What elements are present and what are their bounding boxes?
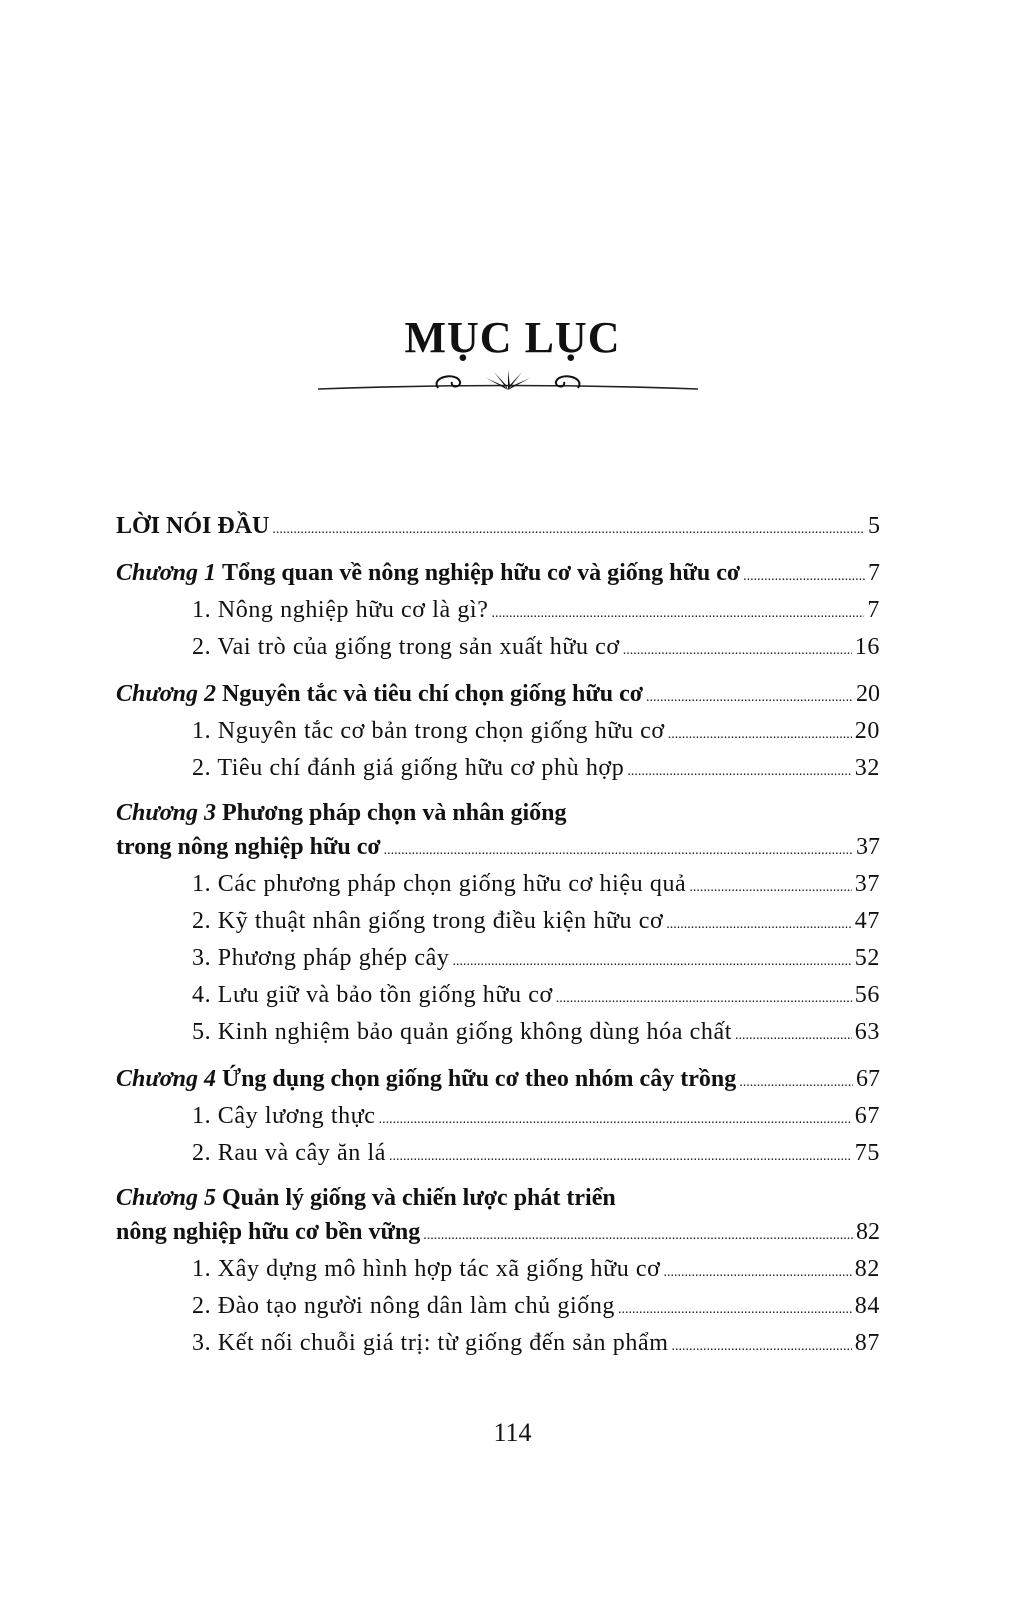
- entry-label: 3. Kết nối chuỗi giá trị: từ giống đến sản phẩm: [192, 1330, 669, 1356]
- toc-chapter-3[interactable]: [116, 797, 880, 829]
- entry-page: 52: [854, 945, 880, 971]
- entry-page: 63: [854, 1019, 880, 1045]
- dot-leader: [739, 1064, 853, 1101]
- entry-label: 5. Kinh nghiệm bảo quản giống không dùng hóa chất: [192, 1019, 732, 1045]
- chapter-title: Quản lý giống và chiến lược phát triển: [221, 1185, 616, 1211]
- entry-page: 82: [856, 1219, 880, 1245]
- entry-page: 56: [854, 982, 880, 1008]
- entry-page: 5: [868, 513, 880, 539]
- entry-page: 7: [868, 560, 880, 586]
- dot-leader: [646, 679, 853, 716]
- entry-label: 3. Phương pháp ghép cây: [192, 945, 450, 971]
- dot-leader: [423, 1217, 853, 1254]
- dot-leader: [556, 980, 852, 1017]
- entry-page: 67: [856, 1066, 880, 1092]
- dot-leader: [743, 558, 865, 595]
- entry-page: 37: [854, 871, 880, 897]
- toc-item[interactable]: [116, 1014, 880, 1051]
- chapter-title: Phương pháp chọn và nhân giống: [221, 800, 567, 826]
- chapter-prefix: Chương 4: [116, 1066, 216, 1092]
- chapter-title-line2: nông nghiệp hữu cơ bền vững: [116, 1219, 421, 1245]
- toc-item[interactable]: [116, 1135, 880, 1172]
- dot-leader: [452, 943, 851, 980]
- chapter-prefix: Chương 2: [116, 681, 216, 707]
- toc-item[interactable]: [116, 977, 880, 1014]
- toc-chapter-3-continued[interactable]: [116, 829, 880, 866]
- dot-leader: [491, 595, 864, 632]
- entry-page: 67: [854, 1103, 880, 1129]
- dot-leader: [735, 1017, 852, 1054]
- entry-label: 2. Rau và cây ăn lá: [192, 1140, 386, 1166]
- dot-leader: [379, 1101, 852, 1138]
- toc-item[interactable]: [116, 1251, 880, 1288]
- toc-chapter-5-continued[interactable]: [116, 1214, 880, 1251]
- entry-page: 7: [867, 597, 880, 623]
- entry-label: 1. Nông nghiệp hữu cơ là gì?: [192, 597, 489, 623]
- entry-page: 87: [854, 1330, 880, 1356]
- dot-leader: [389, 1138, 852, 1175]
- dot-leader: [627, 753, 851, 790]
- dot-leader: [623, 632, 852, 669]
- entry-page: 20: [854, 718, 880, 744]
- dot-leader: [689, 869, 851, 906]
- chapter-prefix: Chương 5: [116, 1185, 216, 1211]
- chapter-prefix: Chương 1: [116, 560, 216, 586]
- entry-label: 2. Đào tạo người nông dân làm chủ giống: [192, 1293, 616, 1319]
- entry-page: 37: [856, 834, 880, 860]
- entry-page: 16: [854, 634, 880, 660]
- dot-leader: [384, 832, 853, 869]
- chapter-title-line2: trong nông nghiệp hữu cơ: [116, 834, 381, 860]
- chapter-title: Tổng quan về nông nghiệp hữu cơ và giống hữu cơ: [221, 560, 741, 586]
- toc-chapter-2[interactable]: [116, 676, 880, 713]
- toc-item[interactable]: [116, 629, 880, 666]
- toc-item[interactable]: [116, 713, 880, 750]
- chapter-title: Ứng dụng chọn giống hữu cơ theo nhóm cây trồng: [221, 1066, 737, 1092]
- toc-item[interactable]: [116, 866, 880, 903]
- page-title: MỤC LỤC: [404, 313, 621, 362]
- entry-label: 1. Các phương pháp chọn giống hữu cơ hiệu quả: [192, 871, 687, 897]
- ornament-divider-icon: [318, 368, 698, 398]
- dot-leader: [666, 906, 852, 943]
- toc-item[interactable]: [116, 903, 880, 940]
- toc-item[interactable]: [116, 750, 880, 787]
- entry-page: 32: [854, 755, 880, 781]
- dot-leader: [668, 716, 852, 753]
- toc-item[interactable]: [116, 1288, 880, 1325]
- toc-chapter-5[interactable]: [116, 1182, 880, 1214]
- toc-item[interactable]: [116, 1325, 880, 1362]
- toc-item[interactable]: [116, 1098, 880, 1135]
- dot-leader: [618, 1291, 852, 1328]
- dot-leader: [272, 511, 865, 548]
- toc-chapter-1[interactable]: [116, 555, 880, 592]
- entry-label: 1. Nguyên tắc cơ bản trong chọn giống hữu cơ: [192, 718, 665, 744]
- dot-leader: [663, 1254, 851, 1291]
- toc-item[interactable]: [116, 940, 880, 977]
- chapter-prefix: Chương 3: [116, 800, 216, 826]
- entry-page: 47: [854, 908, 880, 934]
- table-of-contents: [116, 508, 880, 1362]
- entry-label: 2. Tiêu chí đánh giá giống hữu cơ phù hợp: [192, 755, 625, 781]
- dot-leader: [671, 1328, 851, 1365]
- toc-chapter-4[interactable]: [116, 1061, 880, 1098]
- entry-label: 4. Lưu giữ và bảo tồn giống hữu cơ: [192, 982, 553, 1008]
- entry-page: 82: [854, 1256, 880, 1282]
- entry-label: 1. Cây lương thực: [192, 1103, 376, 1129]
- entry-page: 84: [854, 1293, 880, 1319]
- entry-page: 20: [856, 681, 880, 707]
- entry-page: 75: [854, 1140, 880, 1166]
- entry-label: LỜI NÓI ĐẦU: [116, 513, 270, 539]
- toc-item[interactable]: [116, 592, 880, 629]
- page-number: 114: [493, 1418, 532, 1447]
- entry-label: 1. Xây dựng mô hình hợp tác xã giống hữu cơ: [192, 1256, 661, 1282]
- entry-label: 2. Vai trò của giống trong sản xuất hữu cơ: [192, 634, 620, 660]
- entry-label: 2. Kỹ thuật nhân giống trong điều kiện hữu cơ: [192, 908, 664, 934]
- toc-entry-preface[interactable]: [116, 508, 880, 545]
- chapter-title: Nguyên tắc và tiêu chí chọn giống hữu cơ: [221, 681, 644, 707]
